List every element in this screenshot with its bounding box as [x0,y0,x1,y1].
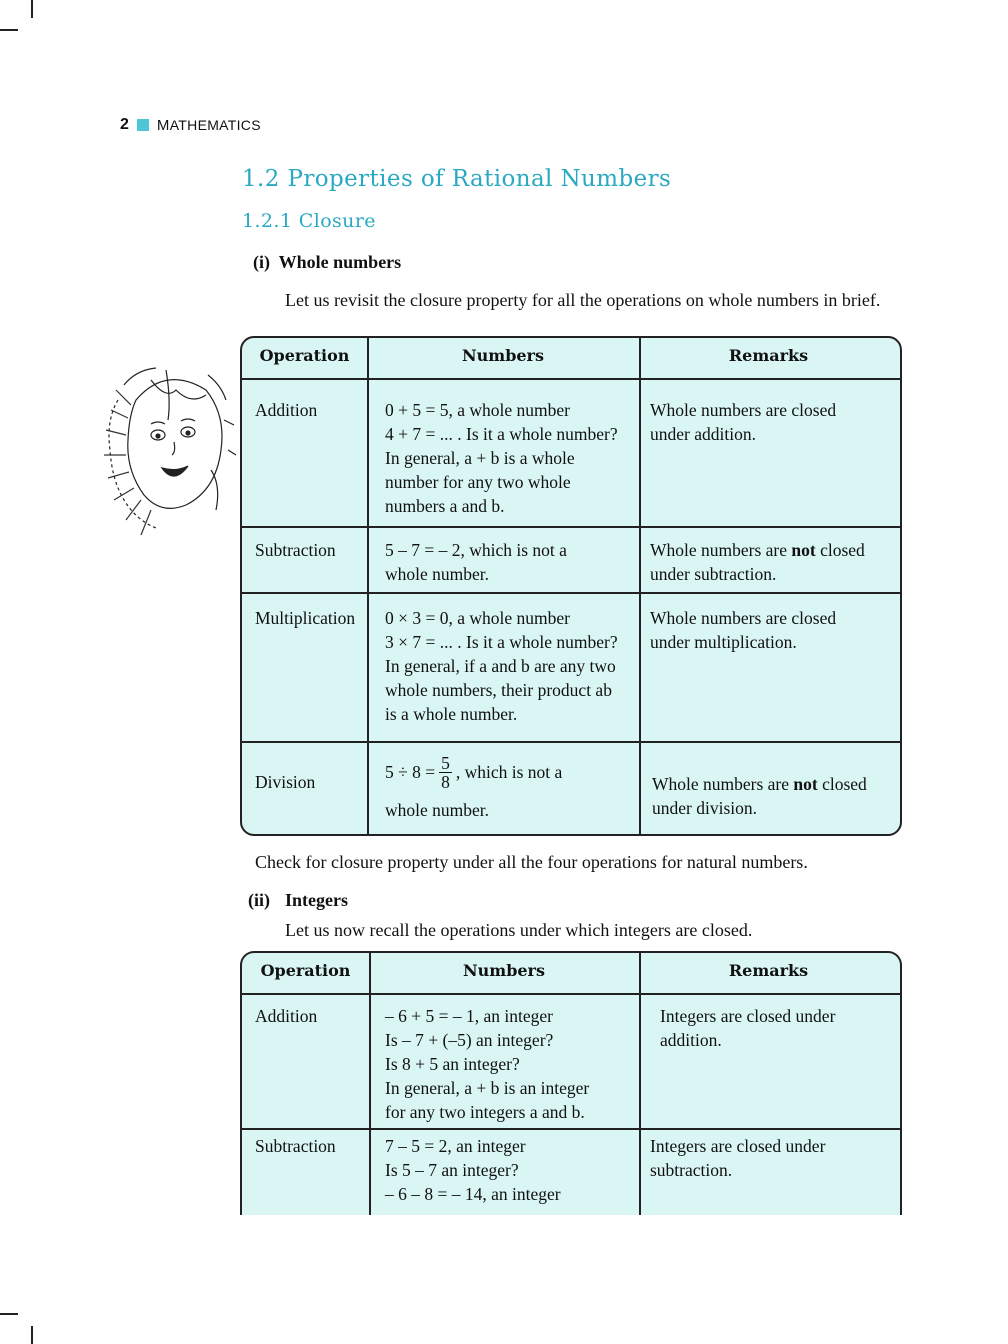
part-i-intro: Let us revisit the closure property for all the operations on whole numbers in brief. [285,290,881,310]
table1-operation-addition: Addition [255,400,318,420]
table2-operation-addition: Addition [255,1006,318,1026]
table1-operation-multiplication: Multiplication [255,608,356,628]
fraction-five-eighths: $\frac{5}{8}$ [441,752,450,792]
running-header [120,116,261,134]
table1-header-numbers: Numbers [462,346,544,365]
table2-numbers-addition: – 6 + 5 = – 1, an integer Is – 7 + (–5) an integer? Is 8 + 5 an integer? In general, a + b is an integer for any two integers a and b. [385,1006,590,1122]
table1-remarks-division: Whole numbers are not closed under division. [652,774,867,818]
table1-numbers-multiplication: 0 × 3 = 0, a whole number 3 × 7 = ... . Is it a whole number? In general, if a and b are any two whole numbers, their product ab is a whole number. [385,608,618,724]
part-ii-number: (ii) [248,890,270,910]
table1-header-line [242,378,900,380]
page-number: 2 [120,116,129,133]
table1-remarks-addition: Whole numbers are closed under addition. [650,400,837,444]
table1-header-operation: Operation [259,346,350,365]
table2-row-line-1 [242,1128,900,1130]
table1-remarks-subtraction: Whole numbers are not closed under subtraction. [650,540,865,584]
header-square-icon [137,119,149,131]
check-closure-text: Check for closure property under all the four operations for natural numbers. [255,852,808,872]
table2-remarks-subtraction: Integers are closed under subtraction. [650,1136,826,1180]
whole-numbers-table [240,336,902,836]
table2-header-operation: Operation [260,961,351,980]
table1-header-remarks: Remarks [728,346,809,365]
part-ii-label: Integers [285,890,348,910]
table1-operation-subtraction: Subtraction [255,540,336,560]
table1-remarks-multiplication: Whole numbers are closed under multiplication. [650,608,837,652]
table1-numbers-addition: 0 + 5 = 5, a whole number 4 + 7 = ... . Is it a whole number? In general, a + b is a whole number for any two whole numbers a and b. [385,400,618,516]
girl-cartoon-icon [96,360,236,540]
table1-operation-division: Division [255,772,316,792]
crop-mark-top-horizontal [0,29,18,31]
table2-remarks-addition: Integers are closed under addition. [660,1006,836,1050]
table1-row-line-2 [242,592,900,594]
table2-header-numbers: Numbers [463,961,545,980]
crop-mark-top-vertical [31,0,33,18]
table2-header-line [242,993,900,995]
part-i-label: (i) Whole numbers [253,252,402,272]
integers-table [240,951,902,1215]
table1-row-line-1 [242,526,900,528]
part-ii-intro: Let us now recall the operations under which integers are closed. [285,920,753,940]
table2-header-remarks: Remarks [728,961,809,980]
table1-row-line-3 [242,741,900,743]
book-title: MATHEMATICS [156,116,261,134]
table2-operation-subtraction: Subtraction [255,1136,336,1156]
table1-numbers-division: 5 ÷ 8 = $\frac{5}{8}$ , which is not a whole number. [385,752,563,820]
crop-mark-bottom-horizontal [0,1313,18,1315]
subsection-title: 1.2.1 Closure [242,210,376,232]
table2-numbers-subtraction: 7 – 5 = 2, an integer Is 5 – 7 an integer? – 6 – 8 = – 14, an integer [385,1136,561,1204]
section-title: 1.2 Properties of Rational Numbers [242,166,672,192]
table1-numbers-subtraction: 5 – 7 = – 2, which is not a whole number. [385,540,567,584]
crop-mark-bottom-vertical [31,1326,33,1344]
table1-divider-1 [367,338,369,834]
